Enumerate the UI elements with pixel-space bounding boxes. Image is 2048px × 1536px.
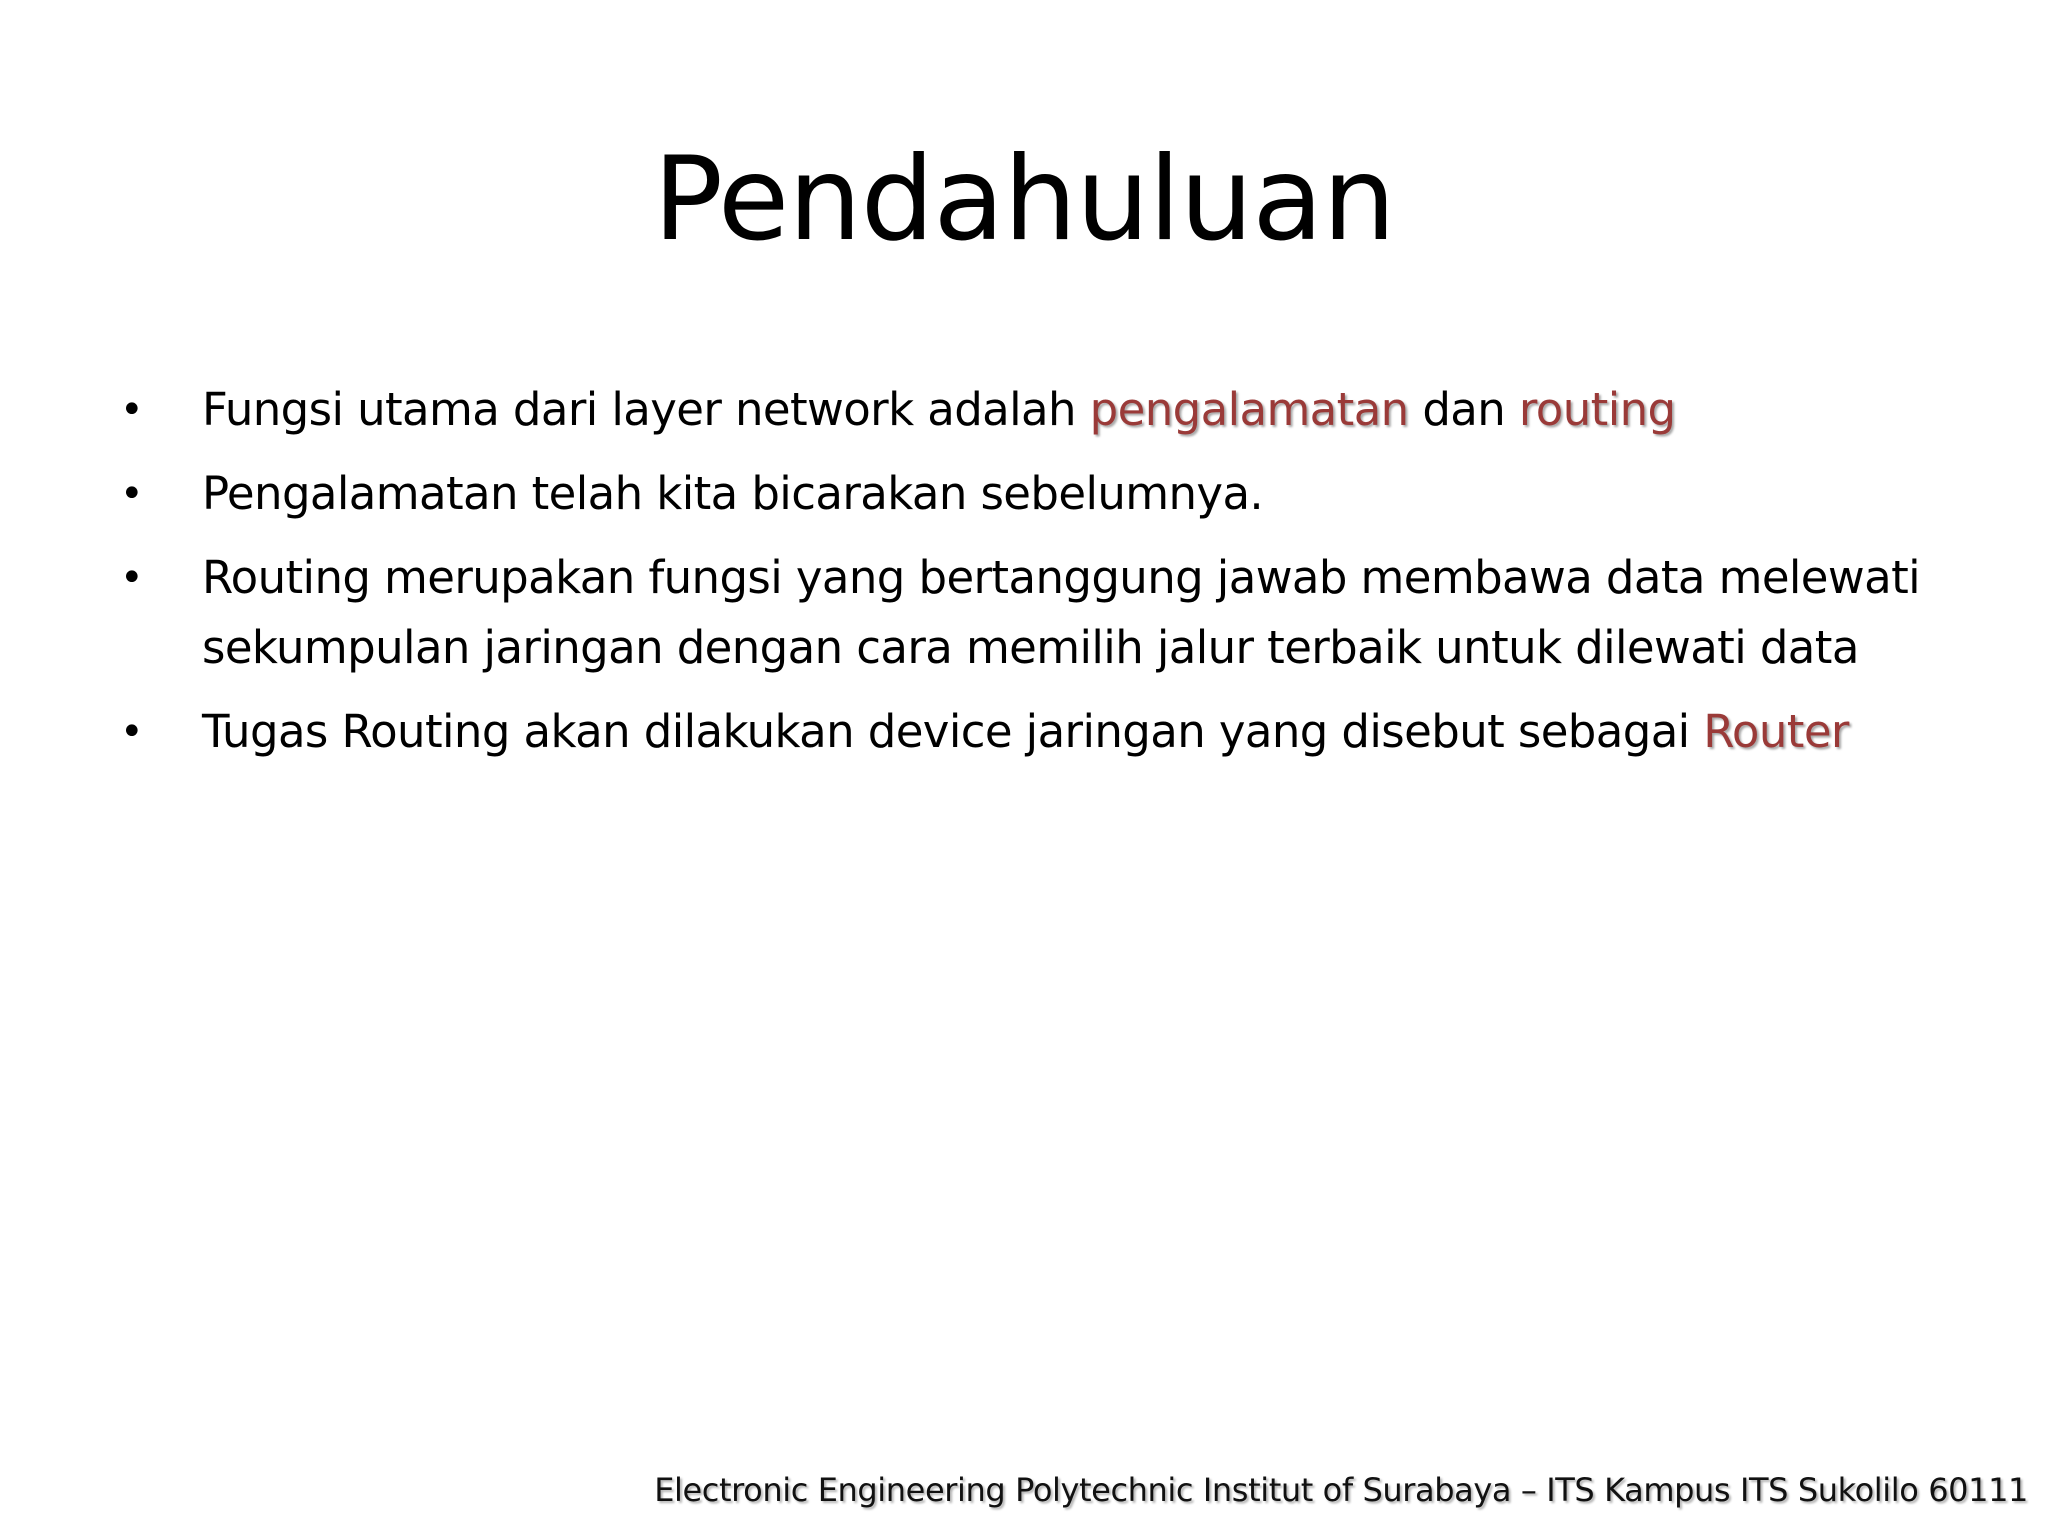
bullet-text: Pengalamatan telah kita bicarakan sebelumnya. [202,467,1264,520]
footer-institution: Electronic Engineering Polytechnic Institut of Surabaya – ITS Kampus ITS Sukolilo 60111 [654,1471,2028,1509]
bullet-dot: • [120,555,143,601]
bullet-text: Tugas Routing akan dilakukan device jaringan yang disebut sebagai [202,705,1704,758]
bullet-text: Routing merupakan fungsi yang bertanggung jawab membawa data melewati sekumpulan jaringan dengan cara memilih jalur terbaik untuk dilewati data [202,551,1921,674]
bullet-text: Fungsi utama dari layer network adalah [202,383,1090,436]
bullet-item-2 [120,459,1980,529]
slide-title: Pendahuluan [653,132,1395,267]
bullet-text: dan [1408,383,1519,436]
bullet-list [120,375,1980,781]
bullet-dot: • [120,387,143,433]
bullet-item-1 [120,375,1980,445]
highlight-routing: routing [1518,383,1676,436]
bullet-item-3 [120,543,1980,683]
highlight-pengalamatan: pengalamatan [1089,383,1409,436]
highlight-router: Router [1703,705,1849,758]
bullet-dot: • [120,709,143,755]
bullet-dot: • [120,471,143,517]
bullet-item-4 [120,697,1980,767]
